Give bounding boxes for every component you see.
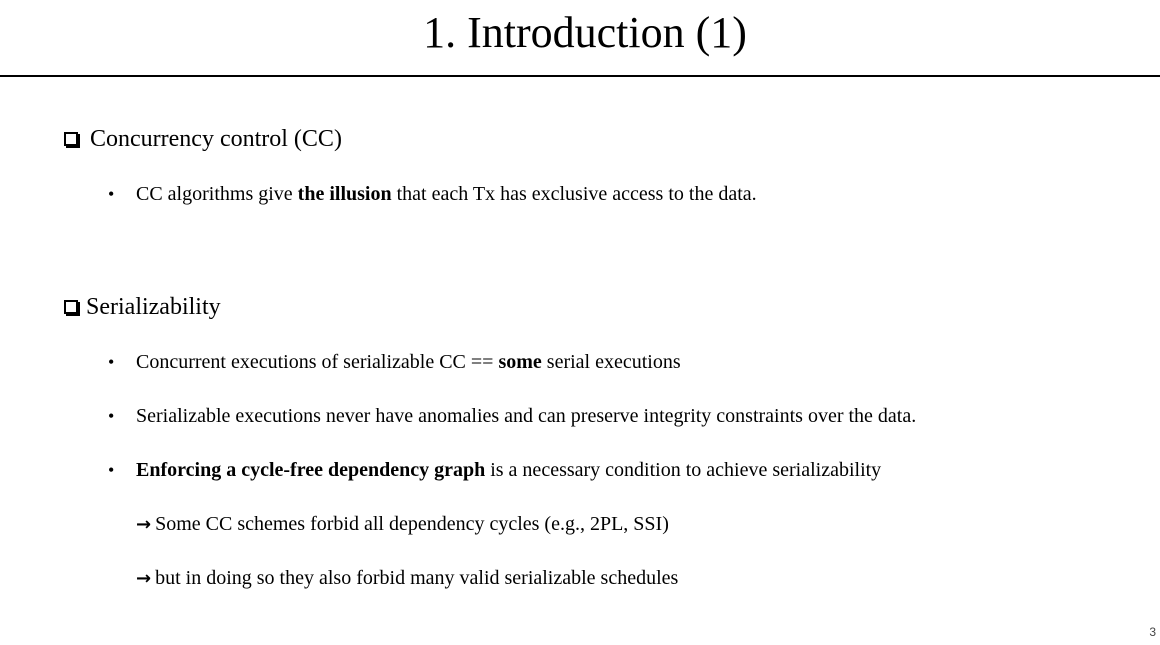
section-heading-concurrency-control: [64, 124, 342, 154]
bullet-cc-illusion: [108, 181, 757, 207]
arrow-point-text: but in doing so they also forbid many valid serializable schedules: [155, 567, 679, 589]
bullet-text-bold: the illusion: [297, 183, 392, 205]
bullet-concurrent-executions: [108, 349, 681, 375]
bullet-dot-icon: •: [108, 460, 115, 480]
section-heading-text: Serializability: [86, 294, 221, 320]
checkbox-bullet-icon: [64, 132, 78, 146]
bullet-dot-icon: •: [108, 352, 115, 372]
arrow-point-cc-schemes: [136, 511, 669, 538]
page-number: 3: [1149, 625, 1156, 639]
right-arrow-icon: →: [136, 568, 152, 589]
bullet-text-pre: CC algorithms give: [136, 183, 298, 205]
arrow-point-text: Some CC schemes forbid all dependency cycles (e.g., 2PL, SSI): [155, 513, 669, 535]
bullet-text: Serializable executions never have anomalies and can preserve integrity constraints over the data.: [136, 405, 917, 427]
bullet-text-bold: Enforcing a cycle-free dependency graph: [136, 459, 486, 481]
bullet-text-pre: Concurrent executions of serializable CC ==: [136, 351, 499, 373]
title-divider: [0, 75, 1160, 77]
arrow-point-forbid-schedules: [136, 565, 678, 592]
bullet-dot-icon: •: [108, 184, 115, 204]
checkbox-bullet-icon: [64, 300, 78, 314]
bullet-cycle-free-graph: [108, 457, 881, 483]
bullet-text-post: that each Tx has exclusive access to the data.: [391, 183, 757, 205]
section-heading-text: Concurrency control (CC): [90, 126, 342, 152]
slide-title: 1. Introduction (1): [423, 8, 747, 57]
bullet-text-post: serial executions: [541, 351, 681, 373]
bullet-text-bold: some: [498, 351, 542, 373]
right-arrow-icon: →: [136, 514, 152, 535]
bullet-no-anomalies: [108, 403, 916, 429]
bullet-dot-icon: •: [108, 406, 115, 426]
bullet-text-post: is a necessary condition to achieve serializability: [485, 459, 882, 481]
section-heading-serializability: [64, 292, 221, 322]
